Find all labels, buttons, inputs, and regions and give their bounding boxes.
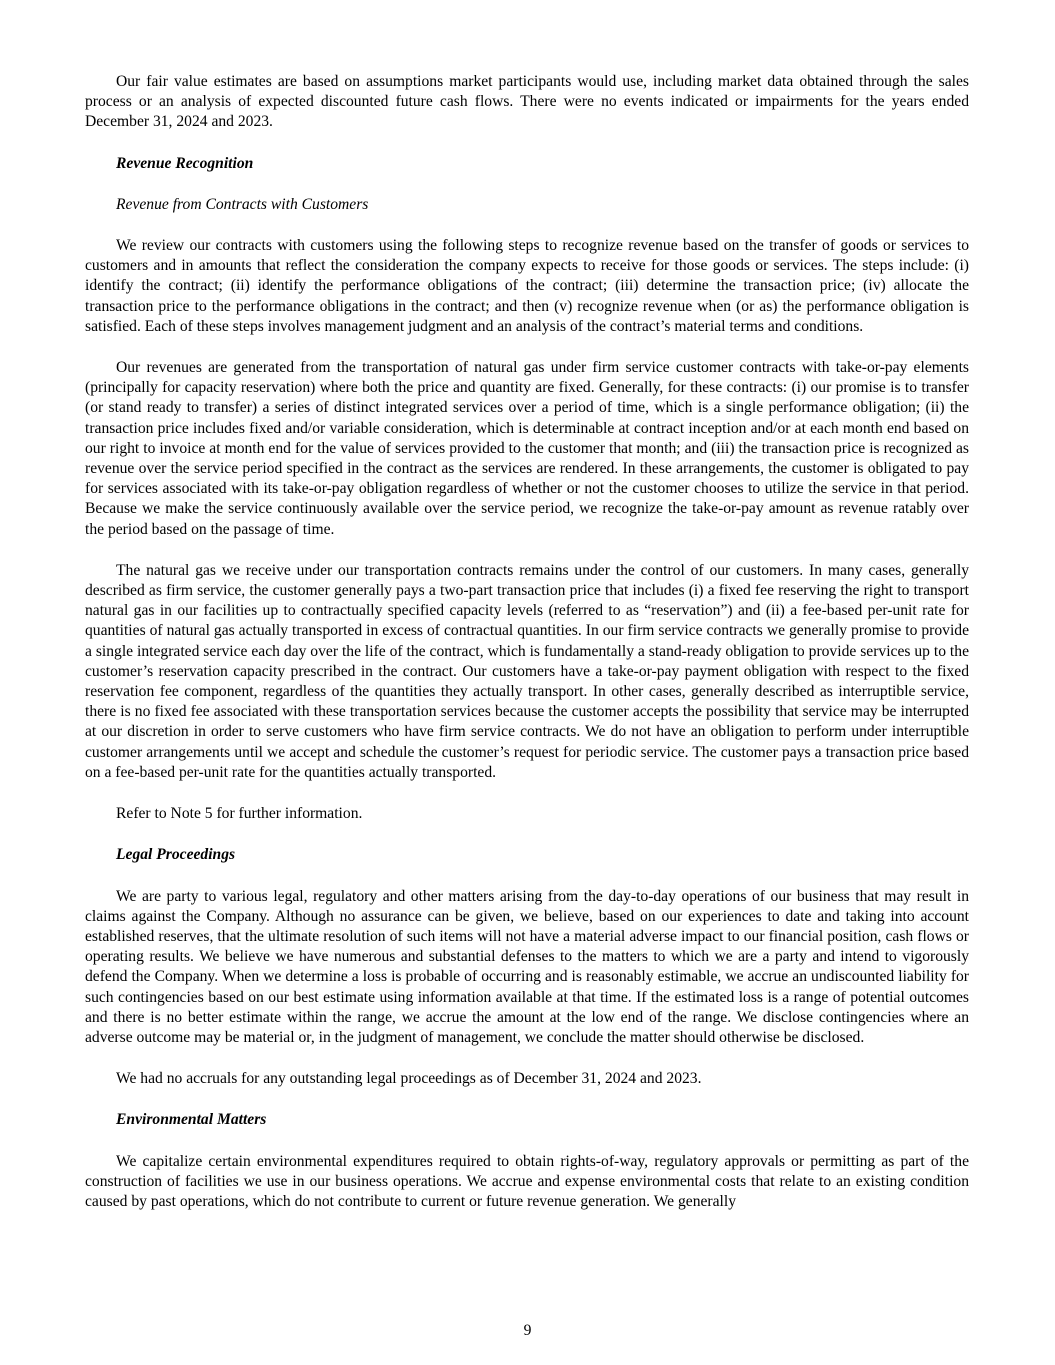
revenue-contracts-subheading: Revenue from Contracts with Customers — [116, 195, 369, 213]
accruals-paragraph: We had no accruals for any outstanding legal proceedings as of December 31, 2024 and 2023. — [116, 1070, 702, 1088]
environmental-paragraph: We capitalize certain environmental expenditures required to obtain rights-of-way, regulatory approvals or permitting as part of the construction of facilities we use in our business operations. We accrue and expense environmental costs that relate to an existing condition caused by past operations, which do not contribute to current or future revenue generation. We generally — [85, 1152, 969, 1210]
note-reference-paragraph: Refer to Note 5 for further information. — [116, 805, 363, 823]
revenue-steps-paragraph: We review our contracts with customers using the following steps to recognize revenue based on the transfer of goods or services to customers and in amounts that reflect the consideration the company expects to receive for those goods or services. The steps include: (i) identify the contract; (ii) identify the performance obligations of the contract; (iii) determine the transaction price; (iv) allocate the transaction price to the performance obligations in the contract; and then (v) recognize revenue when (or as) the performance obligation is satisfied. Each of these steps involves management judgment and an analysis of the contract’s material terms and conditions. — [85, 237, 969, 335]
document-page — [85, 72, 969, 1233]
revenue-recognition-heading: Revenue Recognition — [116, 154, 254, 172]
legal-proceedings-heading: Legal Proceedings — [116, 846, 236, 864]
fair-value-paragraph: Our fair value estimates are based on assumptions market participants would use, including market data obtained through the sales process or an analysis of expected discounted future cash flows. There were no events indicated or impairments for the years ended December 31, 2024 and 2023. — [85, 73, 969, 131]
natural-gas-paragraph: The natural gas we receive under our transportation contracts remains under the control of our customers. In many cases, generally described as firm service, the customer generally pays a two-part transaction price that includes (i) a fixed fee reserving the right to transport natural gas in our facilities up to contractually specified capacity levels (referred to as “reservation”) and (ii) a fee-based per-unit rate for quantities of natural gas actually transported in excess of contractual quantities. In our firm service contracts we generally promise to provide a single integrated service each day over the life of the contract, which is fundamentally a stand-ready obligation to provide services up to the customer’s reservation capacity prescribed in the contract. Our customers have a take-or-pay payment obligation with respect to the fixed reservation fee component, regardless of the quantities they actually transport. In other cases, generally described as interruptible service, there is no fixed fee associated with these transportation services because the customer accepts the possibility that service may be interrupted at our discretion in order to serve customers who have firm service contracts. We do not have an obligation to perform under interruptible customer arrangements until we accept and schedule the customer’s request for periodic service. The customer pays a transaction price based on a fee-based per-unit rate for the quantities actually transported. — [85, 561, 969, 781]
legal-proceedings-paragraph: We are party to various legal, regulatory and other matters arising from the day-to-day operations of our business that may result in claims against the Company. Although no assurance can be given, we believe, based on our experiences to date and taking into account established reserves, that the ultimate resolution of such items will not have a material adverse impact to our financial position, cash flows or operating results. We believe we have numerous and substantial defenses to the matters to which we are a party and intend to vigorously defend the Company. When we determine a loss is probable of occurring and is reasonably estimable, we accrue an undiscounted liability for such contingencies based on our best estimate using information available at that time. If the estimated loss is a range of potential outcomes and there is no better estimate within the range, we accrue the amount at the low end of the range. We disclose contingencies where an adverse outcome may be material or, in the judgment of management, we conclude the matter should otherwise be disclosed. — [85, 887, 969, 1046]
environmental-heading: Environmental Matters — [116, 1111, 267, 1129]
revenue-sources-paragraph: Our revenues are generated from the transportation of natural gas under firm service customer contracts with take-or-pay elements (principally for capacity reservation) where both the price and quantity are fixed. Generally, for these contracts: (i) our promise is to transfer (or stand ready to transfer) a series of distinct integrated services over a period of time, which is a single performance obligation; (ii) the transaction price includes fixed and/or variable consideration, which is determinable at contract inception and/or at each month end based on our right to invoice at month end for the value of services provided to the customer that month; and (iii) the transaction price is recognized as revenue over the service period specified in the contract as the services are rendered. In these arrangements, the customer is obligated to pay for services associated with its take-or-pay obligation regardless of whether or not the customer chooses to utilize the service in that period. Because we make the service continuously available over the service period, we recognize the take-or-pay amount as revenue ratably over the period based on the passage of time. — [85, 359, 969, 538]
page-number: 9 — [523, 1322, 532, 1339]
